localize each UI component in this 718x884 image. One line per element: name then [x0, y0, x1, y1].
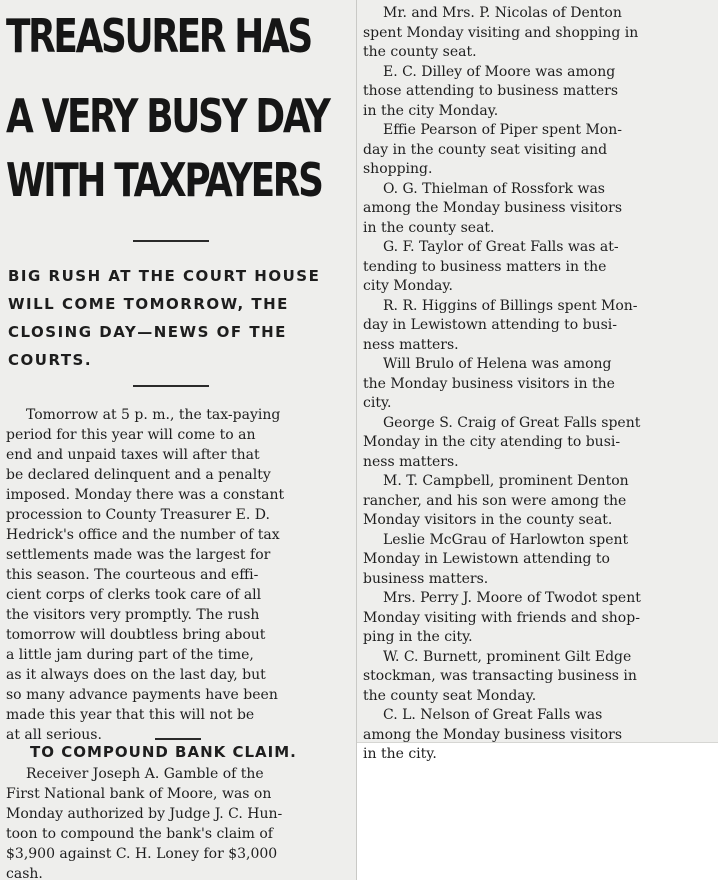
personal-item-line: city.: [363, 395, 392, 411]
deck-line: WILL COME TOMORROW, THE: [8, 295, 289, 313]
left-column: [0, 0, 357, 880]
article-line: Monday authorized by Judge J. C. Hun-: [6, 806, 283, 822]
headline-line-3: WITH TAXPAYERS: [6, 153, 322, 207]
personal-item: [363, 121, 715, 180]
deck-line: CLOSING DAY—NEWS OF THE: [8, 323, 287, 341]
personal-item: [363, 238, 715, 297]
personal-item-line: Effie Pearson of Piper spent Mon-: [383, 122, 622, 138]
personal-item: [363, 531, 715, 590]
personal-item-line: the Monday business visitors in the: [363, 375, 615, 392]
article-line: imposed. Monday there was a constant: [6, 487, 285, 503]
deck-divider: [133, 385, 209, 387]
article-line: cash.: [6, 866, 43, 882]
personal-item: [363, 472, 715, 531]
article-line: settlements made was the largest for: [6, 547, 271, 563]
personal-item: [363, 297, 715, 356]
personal-item-line: business matters.: [363, 570, 489, 587]
personal-item: [363, 706, 715, 765]
personal-item-line: Monday visitors in the county seat.: [363, 512, 613, 528]
article-line: toon to compound the bank's claim of: [6, 826, 273, 842]
personal-item-line: ness matters.: [363, 453, 459, 470]
article-line: cient corps of clerks took care of all: [6, 587, 262, 603]
article-line: Hedrick's office and the number of tax: [6, 527, 280, 543]
personal-item-line: city Monday.: [363, 278, 453, 294]
deck-line: COURTS.: [8, 351, 93, 369]
personal-item-line: R. R. Higgins of Billings spent Mon-: [383, 297, 638, 314]
personal-item: [363, 414, 715, 473]
personal-item-line: George S. Craig of Great Falls spent: [383, 414, 641, 431]
personal-item-line: shopping.: [363, 161, 433, 177]
article-line: as it always does on the last day, but: [6, 667, 266, 683]
personal-item: [363, 180, 715, 239]
article-line: end and unpaid taxes will after that: [6, 447, 260, 463]
personal-item-line: ping in the city.: [363, 629, 473, 645]
article-line: Tomorrow at 5 p. m., the tax-paying: [26, 407, 281, 423]
article-line: a little jam during part of the time,: [6, 647, 254, 663]
personal-item-line: the county seat Monday.: [363, 687, 537, 704]
headline-line-1: TREASURER HAS: [6, 9, 311, 63]
personal-item-line: Monday in Lewistown attending to: [363, 551, 610, 567]
personal-item-line: O. G. Thielman of Rossfork was: [383, 180, 605, 197]
personal-item: [363, 355, 715, 414]
personal-item-line: Mrs. Perry J. Moore of Twodot spent: [383, 590, 641, 606]
personal-item-line: day in Lewistown attending to busi-: [363, 317, 617, 333]
personal-item-line: E. C. Dilley of Moore was among: [383, 63, 616, 80]
article-line: Receiver Joseph A. Gamble of the: [26, 766, 264, 782]
article-line: tomorrow will doubtless bring about: [6, 627, 266, 643]
personal-item: [363, 589, 715, 648]
personal-item-line: tending to business matters in the: [363, 258, 607, 275]
bank-claim-article: [6, 764, 352, 884]
article-line: this season. The courteous and effi-: [6, 567, 259, 583]
article-line: First National bank of Moore, was on: [6, 786, 272, 802]
article-line: the visitors very promptly. The rush: [6, 607, 260, 623]
personal-item-line: M. T. Campbell, prominent Denton: [383, 473, 629, 489]
headline-line-2: A VERY BUSY DAY: [6, 89, 329, 143]
personal-item-line: C. L. Nelson of Great Falls was: [383, 707, 603, 723]
article-line: procession to County Treasurer E. D.: [6, 507, 270, 523]
personal-item-line: Leslie McGrau of Harlowton spent: [383, 531, 629, 548]
personal-item-line: spent Monday visiting and shopping in: [363, 24, 639, 41]
personal-item-line: Monday visiting with friends and shop-: [363, 609, 640, 626]
personal-item: [363, 648, 715, 707]
personal-item-line: W. C. Burnett, prominent Gilt Edge: [383, 648, 632, 665]
personal-item-line: among the Monday business visitors: [363, 200, 623, 216]
personal-item-line: Will Brulo of Helena was among: [383, 356, 612, 372]
personal-item-line: in the county seat.: [363, 219, 495, 236]
personal-item: [363, 4, 715, 63]
personal-item-line: Mr. and Mrs. P. Nicolas of Denton: [383, 5, 622, 21]
headline-divider: [133, 240, 209, 242]
personal-item-line: in the city.: [363, 746, 437, 762]
personal-item-line: G. F. Taylor of Great Falls was at-: [383, 239, 619, 255]
personal-item: [363, 63, 715, 122]
personal-item-line: in the city Monday.: [363, 102, 499, 119]
deck-line: BIG RUSH AT THE COURT HOUSE: [8, 267, 321, 285]
personal-item-line: those attending to business matters: [363, 83, 619, 99]
lead-article: [6, 405, 352, 745]
personal-item-line: Monday in the city atending to busi-: [363, 434, 621, 450]
bank-claim-subhead: TO COMPOUND BANK CLAIM.: [30, 743, 297, 761]
personal-item-line: among the Monday business visitors: [363, 726, 623, 743]
article-line: at all serious.: [6, 727, 102, 743]
section-divider: [155, 738, 201, 740]
personal-item-line: rancher, and his son were among the: [363, 492, 627, 509]
personal-items-list: [363, 4, 715, 765]
personal-item-line: ness matters.: [363, 336, 459, 353]
personal-item-line: day in the county seat visiting and: [363, 141, 608, 158]
article-line: made this year that this will not be: [6, 707, 255, 723]
article-line: $3,900 against C. H. Loney for $3,000: [6, 846, 278, 862]
personal-item-line: stockman, was transacting business in: [363, 668, 637, 684]
personal-item-line: the county seat.: [363, 44, 477, 60]
article-line: period for this year will come to an: [6, 427, 256, 443]
article-line: so many advance payments have been: [6, 687, 278, 703]
article-line: be declared delinquent and a penalty: [6, 467, 271, 483]
deck-headline: [8, 262, 352, 374]
